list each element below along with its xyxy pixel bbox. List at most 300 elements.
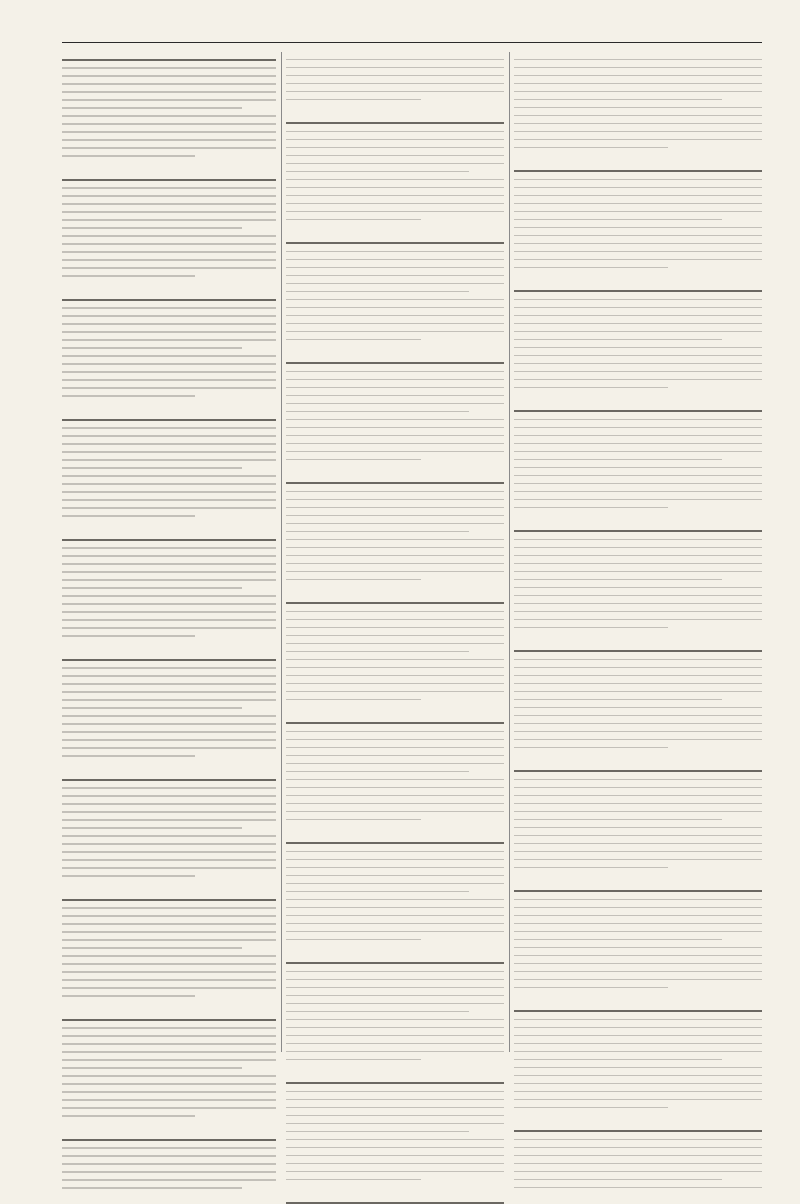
text-line-placeholder	[286, 491, 504, 493]
text-line-placeholder	[286, 731, 504, 733]
text-line-placeholder	[286, 203, 504, 205]
text-line-placeholder	[286, 523, 504, 525]
text-line-placeholder	[514, 379, 762, 381]
text-line-placeholder	[62, 371, 276, 373]
text-line-placeholder	[286, 139, 504, 141]
text-line-placeholder	[286, 259, 504, 261]
text-line-placeholder	[286, 891, 469, 893]
paragraph-gap	[286, 347, 504, 356]
text-line-placeholder	[62, 155, 195, 157]
text-line-placeholder	[286, 1171, 504, 1173]
text-line-placeholder	[286, 155, 504, 157]
text-line-placeholder	[62, 859, 276, 861]
column-divider	[509, 52, 510, 1052]
text-line-placeholder	[514, 971, 762, 973]
text-line-placeholder	[514, 267, 668, 269]
text-line-placeholder	[62, 755, 195, 757]
text-line-placeholder	[514, 1043, 762, 1045]
text-line-placeholder	[514, 147, 668, 149]
text-line-placeholder	[62, 1155, 276, 1157]
text-line-placeholder	[286, 427, 504, 429]
text-line-placeholder	[286, 242, 504, 244]
text-line-placeholder	[62, 331, 276, 333]
text-line-placeholder	[286, 187, 504, 189]
text-line-placeholder	[62, 491, 276, 493]
text-line-placeholder	[514, 83, 762, 85]
text-line-placeholder	[514, 355, 762, 357]
text-line-placeholder	[286, 691, 504, 693]
text-line-placeholder	[514, 907, 762, 909]
text-line-placeholder	[286, 675, 504, 677]
paragraph-gap	[514, 1115, 762, 1124]
text-line-placeholder	[286, 819, 421, 821]
text-line-placeholder	[514, 1179, 722, 1181]
text-line-placeholder	[62, 275, 195, 277]
text-line-placeholder	[286, 643, 504, 645]
text-line-placeholder	[62, 699, 276, 701]
text-line-placeholder	[286, 635, 504, 637]
text-line-placeholder	[62, 147, 276, 149]
text-line-placeholder	[514, 1027, 762, 1029]
text-line-placeholder	[514, 410, 762, 412]
text-line-placeholder	[514, 547, 762, 549]
paragraph-gap	[514, 155, 762, 164]
text-line-placeholder	[514, 459, 722, 461]
text-line-placeholder	[286, 379, 504, 381]
text-line-placeholder	[62, 867, 276, 869]
text-line-placeholder	[514, 507, 668, 509]
paragraph-gap	[514, 395, 762, 404]
text-line-placeholder	[514, 315, 762, 317]
text-line-placeholder	[286, 547, 504, 549]
text-line-placeholder	[62, 843, 276, 845]
text-line-placeholder	[62, 395, 195, 397]
text-line-placeholder	[286, 195, 504, 197]
text-line-placeholder	[62, 1027, 276, 1029]
text-line-placeholder	[286, 907, 504, 909]
text-line-placeholder	[62, 339, 276, 341]
text-line-placeholder	[62, 483, 276, 485]
header-rule	[62, 42, 762, 43]
text-line-placeholder	[62, 547, 276, 549]
text-line-placeholder	[514, 867, 668, 869]
text-line-placeholder	[514, 571, 762, 573]
paragraph-gap	[286, 227, 504, 236]
text-line-placeholder	[62, 83, 276, 85]
text-line-placeholder	[514, 723, 762, 725]
text-line-placeholder	[62, 99, 276, 101]
text-line-placeholder	[514, 747, 668, 749]
text-line-placeholder	[514, 715, 762, 717]
text-line-placeholder	[514, 1010, 762, 1012]
text-line-placeholder	[514, 195, 762, 197]
text-line-placeholder	[514, 115, 762, 117]
text-line-placeholder	[514, 539, 762, 541]
text-line-placeholder	[514, 1187, 762, 1189]
text-line-placeholder	[62, 235, 276, 237]
text-line-placeholder	[286, 563, 504, 565]
text-line-placeholder	[62, 819, 276, 821]
text-line-placeholder	[286, 859, 504, 861]
text-line-placeholder	[286, 539, 504, 541]
text-line-placeholder	[514, 555, 762, 557]
text-line-placeholder	[286, 122, 504, 124]
text-line-placeholder	[514, 107, 762, 109]
text-line-placeholder	[62, 667, 276, 669]
paragraph-gap	[62, 163, 276, 172]
text-line-placeholder	[62, 515, 195, 517]
text-line-placeholder	[62, 979, 276, 981]
text-line-placeholder	[62, 963, 276, 965]
text-line-placeholder	[286, 763, 504, 765]
text-line-placeholder	[514, 739, 762, 741]
text-line-placeholder	[514, 243, 762, 245]
text-line-placeholder	[514, 1099, 762, 1101]
paragraph-gap	[286, 587, 504, 596]
text-line-placeholder	[62, 939, 276, 941]
text-line-placeholder	[514, 890, 762, 892]
text-line-placeholder	[62, 563, 276, 565]
text-line-placeholder	[286, 602, 504, 604]
text-line-placeholder	[514, 131, 762, 133]
text-line-placeholder	[62, 187, 276, 189]
text-line-placeholder	[514, 843, 762, 845]
text-line-placeholder	[286, 451, 504, 453]
text-line-placeholder	[62, 1083, 276, 1085]
text-line-placeholder	[514, 835, 762, 837]
text-line-placeholder	[62, 619, 276, 621]
text-line-placeholder	[62, 475, 276, 477]
text-line-placeholder	[286, 1179, 421, 1181]
text-line-placeholder	[286, 507, 504, 509]
text-line-placeholder	[62, 1075, 276, 1077]
text-line-placeholder	[286, 275, 504, 277]
text-line-placeholder	[62, 1019, 276, 1021]
paragraph-gap	[286, 1067, 504, 1076]
text-line-placeholder	[286, 611, 504, 613]
text-line-placeholder	[62, 571, 276, 573]
text-line-placeholder	[286, 899, 504, 901]
text-line-placeholder	[514, 179, 762, 181]
text-line-placeholder	[62, 1147, 276, 1149]
text-line-placeholder	[514, 467, 762, 469]
text-line-placeholder	[62, 827, 242, 829]
text-line-placeholder	[514, 203, 762, 205]
text-line-placeholder	[286, 659, 504, 661]
text-line-placeholder	[514, 323, 762, 325]
text-line-placeholder	[514, 170, 762, 172]
text-line-placeholder	[62, 635, 195, 637]
text-line-placeholder	[286, 619, 504, 621]
text-line-placeholder	[286, 83, 504, 85]
text-line-placeholder	[514, 683, 762, 685]
text-line-placeholder	[514, 587, 762, 589]
text-line-placeholder	[286, 747, 504, 749]
text-line-placeholder	[514, 579, 722, 581]
text-line-placeholder	[514, 787, 762, 789]
text-line-placeholder	[62, 251, 276, 253]
text-line-placeholder	[286, 971, 504, 973]
text-line-placeholder	[286, 1019, 504, 1021]
text-line-placeholder	[514, 595, 762, 597]
text-line-placeholder	[62, 579, 276, 581]
text-line-placeholder	[286, 1082, 504, 1084]
text-line-placeholder	[62, 91, 276, 93]
text-line-placeholder	[514, 939, 722, 941]
text-line-placeholder	[62, 1163, 276, 1165]
text-line-placeholder	[286, 147, 504, 149]
text-line-placeholder	[286, 387, 504, 389]
text-line-placeholder	[514, 987, 668, 989]
text-line-placeholder	[62, 243, 276, 245]
text-line-placeholder	[514, 1147, 762, 1149]
text-line-placeholder	[286, 59, 504, 61]
text-line-placeholder	[62, 1179, 276, 1181]
text-line-placeholder	[286, 1139, 504, 1141]
text-line-placeholder	[514, 139, 762, 141]
text-line-placeholder	[62, 595, 276, 597]
text-line-placeholder	[286, 867, 504, 869]
text-line-placeholder	[62, 419, 276, 421]
text-line-placeholder	[514, 811, 762, 813]
text-line-placeholder	[286, 571, 504, 573]
text-line-placeholder	[514, 947, 762, 949]
text-line-placeholder	[514, 915, 762, 917]
text-column	[62, 52, 276, 1052]
text-line-placeholder	[286, 979, 504, 981]
text-line-placeholder	[62, 499, 276, 501]
text-line-placeholder	[286, 99, 421, 101]
text-line-placeholder	[514, 979, 762, 981]
text-line-placeholder	[62, 971, 276, 973]
text-line-placeholder	[514, 667, 762, 669]
text-line-placeholder	[286, 995, 504, 997]
text-line-placeholder	[514, 603, 762, 605]
text-line-placeholder	[62, 1115, 195, 1117]
text-line-placeholder	[62, 443, 276, 445]
text-line-placeholder	[286, 1099, 504, 1101]
paragraph-gap	[514, 755, 762, 764]
text-line-placeholder	[286, 755, 504, 757]
text-line-placeholder	[514, 491, 762, 493]
text-line-placeholder	[286, 179, 504, 181]
paragraph-gap	[286, 707, 504, 716]
text-line-placeholder	[286, 1003, 504, 1005]
text-line-placeholder	[286, 883, 504, 885]
text-line-placeholder	[514, 1130, 762, 1132]
paragraph-gap	[62, 1123, 276, 1132]
text-line-placeholder	[286, 307, 504, 309]
text-line-placeholder	[514, 530, 762, 532]
text-line-placeholder	[62, 1171, 276, 1173]
text-line-placeholder	[62, 707, 242, 709]
text-line-placeholder	[286, 395, 504, 397]
paragraph-gap	[62, 403, 276, 412]
text-line-placeholder	[514, 627, 668, 629]
text-line-placeholder	[62, 347, 242, 349]
text-line-placeholder	[286, 1059, 421, 1061]
text-line-placeholder	[286, 515, 504, 517]
text-line-placeholder	[286, 1155, 504, 1157]
text-line-placeholder	[62, 179, 276, 181]
text-line-placeholder	[286, 403, 504, 405]
text-line-placeholder	[286, 771, 469, 773]
text-line-placeholder	[62, 715, 276, 717]
text-line-placeholder	[286, 722, 504, 724]
text-line-placeholder	[514, 779, 762, 781]
text-line-placeholder	[514, 795, 762, 797]
text-line-placeholder	[62, 131, 276, 133]
column-divider	[281, 52, 282, 1052]
text-line-placeholder	[286, 283, 504, 285]
paragraph-gap	[62, 283, 276, 292]
text-line-placeholder	[514, 1163, 762, 1165]
text-line-placeholder	[286, 811, 504, 813]
paragraph-gap	[62, 763, 276, 772]
text-line-placeholder	[286, 299, 504, 301]
text-line-placeholder	[62, 675, 276, 677]
text-line-placeholder	[514, 1075, 762, 1077]
text-line-placeholder	[514, 331, 762, 333]
text-line-placeholder	[62, 779, 276, 781]
text-line-placeholder	[286, 419, 504, 421]
text-line-placeholder	[286, 482, 504, 484]
text-line-placeholder	[62, 1051, 276, 1053]
text-line-placeholder	[514, 1035, 762, 1037]
text-line-placeholder	[286, 1035, 504, 1037]
text-line-placeholder	[286, 667, 504, 669]
text-line-placeholder	[286, 411, 469, 413]
text-line-placeholder	[286, 939, 421, 941]
paragraph-gap	[514, 635, 762, 644]
text-line-placeholder	[286, 923, 504, 925]
text-line-placeholder	[286, 219, 421, 221]
text-line-placeholder	[514, 1051, 762, 1053]
text-line-placeholder	[62, 203, 276, 205]
text-line-placeholder	[514, 1155, 762, 1157]
text-line-placeholder	[514, 1083, 762, 1085]
paragraph-gap	[514, 875, 762, 884]
text-line-placeholder	[286, 291, 469, 293]
text-line-placeholder	[62, 227, 242, 229]
text-line-placeholder	[514, 1107, 668, 1109]
text-line-placeholder	[514, 211, 762, 213]
text-line-placeholder	[286, 875, 504, 877]
text-line-placeholder	[286, 1147, 504, 1149]
text-line-placeholder	[62, 363, 276, 365]
text-line-placeholder	[514, 443, 762, 445]
text-line-placeholder	[286, 371, 504, 373]
text-line-placeholder	[286, 987, 504, 989]
text-line-placeholder	[62, 659, 276, 661]
text-line-placeholder	[62, 539, 276, 541]
text-line-placeholder	[514, 187, 762, 189]
paragraph-gap	[514, 515, 762, 524]
text-line-placeholder	[62, 139, 276, 141]
text-line-placeholder	[514, 611, 762, 613]
text-line-placeholder	[62, 115, 276, 117]
text-line-placeholder	[514, 699, 722, 701]
text-line-placeholder	[514, 475, 762, 477]
text-line-placeholder	[62, 1043, 276, 1045]
text-line-placeholder	[514, 1019, 762, 1021]
text-line-placeholder	[514, 1059, 722, 1061]
text-line-placeholder	[62, 379, 276, 381]
paragraph-gap	[514, 275, 762, 284]
text-line-placeholder	[62, 75, 276, 77]
paragraph-gap	[62, 1003, 276, 1012]
text-line-placeholder	[62, 211, 276, 213]
text-line-placeholder	[286, 739, 504, 741]
text-line-placeholder	[62, 691, 276, 693]
text-line-placeholder	[286, 555, 504, 557]
text-line-placeholder	[62, 267, 276, 269]
text-line-placeholder	[286, 579, 421, 581]
text-line-placeholder	[62, 835, 276, 837]
text-line-placeholder	[514, 619, 762, 621]
text-line-placeholder	[62, 123, 276, 125]
text-line-placeholder	[514, 75, 762, 77]
text-line-placeholder	[514, 347, 762, 349]
text-line-placeholder	[514, 339, 722, 341]
text-line-placeholder	[286, 531, 469, 533]
text-line-placeholder	[286, 459, 421, 461]
text-line-placeholder	[62, 923, 276, 925]
paragraph-gap	[62, 883, 276, 892]
text-line-placeholder	[62, 387, 276, 389]
text-line-placeholder	[62, 315, 276, 317]
paragraph-gap	[62, 643, 276, 652]
text-line-placeholder	[514, 59, 762, 61]
text-line-placeholder	[62, 467, 242, 469]
text-line-placeholder	[286, 1123, 504, 1125]
text-line-placeholder	[514, 299, 762, 301]
text-line-placeholder	[62, 435, 276, 437]
text-line-placeholder	[62, 811, 276, 813]
text-line-placeholder	[514, 899, 762, 901]
text-line-placeholder	[286, 315, 504, 317]
text-line-placeholder	[62, 787, 276, 789]
text-line-placeholder	[62, 195, 276, 197]
paragraph-gap	[62, 523, 276, 532]
text-line-placeholder	[514, 67, 762, 69]
text-line-placeholder	[514, 307, 762, 309]
text-line-placeholder	[286, 851, 504, 853]
text-line-placeholder	[62, 1035, 276, 1037]
text-line-placeholder	[514, 91, 762, 93]
text-line-placeholder	[62, 307, 276, 309]
text-line-placeholder	[286, 683, 504, 685]
text-line-placeholder	[286, 1131, 469, 1133]
text-line-placeholder	[286, 251, 504, 253]
paragraph-gap	[286, 827, 504, 836]
text-line-placeholder	[514, 803, 762, 805]
text-line-placeholder	[62, 875, 195, 877]
text-line-placeholder	[286, 1107, 504, 1109]
text-line-placeholder	[62, 739, 276, 741]
text-line-placeholder	[62, 219, 276, 221]
text-line-placeholder	[514, 1067, 762, 1069]
text-line-placeholder	[514, 227, 762, 229]
text-line-placeholder	[62, 987, 276, 989]
text-line-placeholder	[62, 955, 276, 957]
text-line-placeholder	[62, 451, 276, 453]
text-line-placeholder	[514, 435, 762, 437]
text-line-placeholder	[514, 251, 762, 253]
text-line-placeholder	[514, 363, 762, 365]
text-line-placeholder	[514, 371, 762, 373]
text-line-placeholder	[62, 1099, 276, 1101]
